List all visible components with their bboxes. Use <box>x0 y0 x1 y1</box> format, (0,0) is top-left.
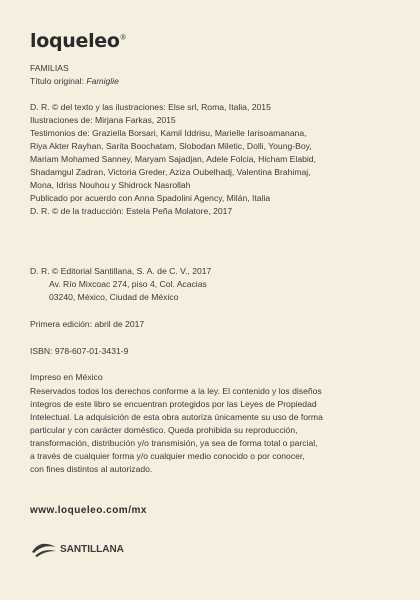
credit-line: Riya Akter Rayhan, Sarita Boochatam, Slobodan Miletic, Dolli, Young-Boy, <box>30 141 312 151</box>
santillana-brand <box>30 540 124 558</box>
rights-line: íntegros de este libro se encuentran protegidos por las Leyes de Propiedad <box>30 399 317 409</box>
credit-line: D. R. © de la traducción: Estela Peña Molatore, 2017 <box>30 206 233 216</box>
credit-line: Ilustraciones de: Mirjana Farkas, 2015 <box>30 115 176 125</box>
rights-line: transformación, distribución y/o transmisión, ya sea de forma total o parcial, <box>30 438 318 448</box>
series-name: FAMILIAS <box>30 63 69 73</box>
credit-line: Publicado por acuerdo con Anna Spadolini Agency, Milán, Italia <box>30 193 271 203</box>
rights-line: con fines distintos al autorizado. <box>30 464 153 474</box>
credit-line: Mona, Idriss Nouhou y Shidrock Nasrollah <box>30 180 191 190</box>
rights-line: particular y con carácter doméstico. Queda prohibida su reproducción, <box>30 425 298 435</box>
publisher-line: D. R. © Editorial Santillana, S. A. de C. V., 2017 <box>30 266 212 276</box>
edition-note <box>30 318 144 331</box>
rights-line: Intelectual. La adquisición de esta obra autoriza únicamente su uso de forma <box>30 412 323 422</box>
rights-line: Reservados todos los derechos conforme a la ley. El contenido y los diseños <box>30 386 322 396</box>
credits-block <box>30 101 316 218</box>
credit-line: Shadamgul Zadran, Victoria Greder, Aziza Oubelhadj, Valentina Brahimaj, <box>30 167 311 177</box>
publisher-block <box>30 265 211 304</box>
brand-name: SANTILLANA <box>60 543 124 555</box>
publisher-city: 03240, México, Ciudad de México <box>49 292 179 302</box>
website-link[interactable]: www.loqueleo.com/mx <box>30 505 147 516</box>
rights-line: a través de cualquier forma y/o cualquier medio conocido o por conocer, <box>30 451 305 461</box>
edition-text: Primera edición: abril de 2017 <box>30 319 145 329</box>
printed-note <box>30 371 103 384</box>
isbn-text: ISBN: 978-607-01-3431-9 <box>30 346 129 356</box>
rights-block <box>30 385 323 476</box>
original-title-value: Famiglie <box>86 76 119 86</box>
credit-line: D. R. © del texto y las ilustraciones: Else srl, Roma, Italia, 2015 <box>30 102 271 112</box>
original-title-label: Título original: <box>30 76 84 86</box>
publisher-address: Av. Río Mixcoac 274, piso 4, Col. Acacias <box>49 279 207 289</box>
logo-text: loqueleo <box>30 30 120 52</box>
original-title <box>30 75 119 88</box>
printed-text: Impreso en México <box>30 372 103 382</box>
isbn-note <box>30 345 128 358</box>
santillana-wave-icon <box>30 540 58 558</box>
credit-line: Testimonios de: Graziella Borsari, Kamil Iddrisu, Marielle Iarisoamanana, <box>30 128 307 138</box>
registered-mark: ® <box>119 33 127 42</box>
loqueleo-logo <box>30 30 126 52</box>
title-block <box>30 62 119 88</box>
credit-line: Mariam Mohamed Sanney, Maryam Sajadjan, Adele Folcia, Hicham Elabid, <box>30 154 316 164</box>
